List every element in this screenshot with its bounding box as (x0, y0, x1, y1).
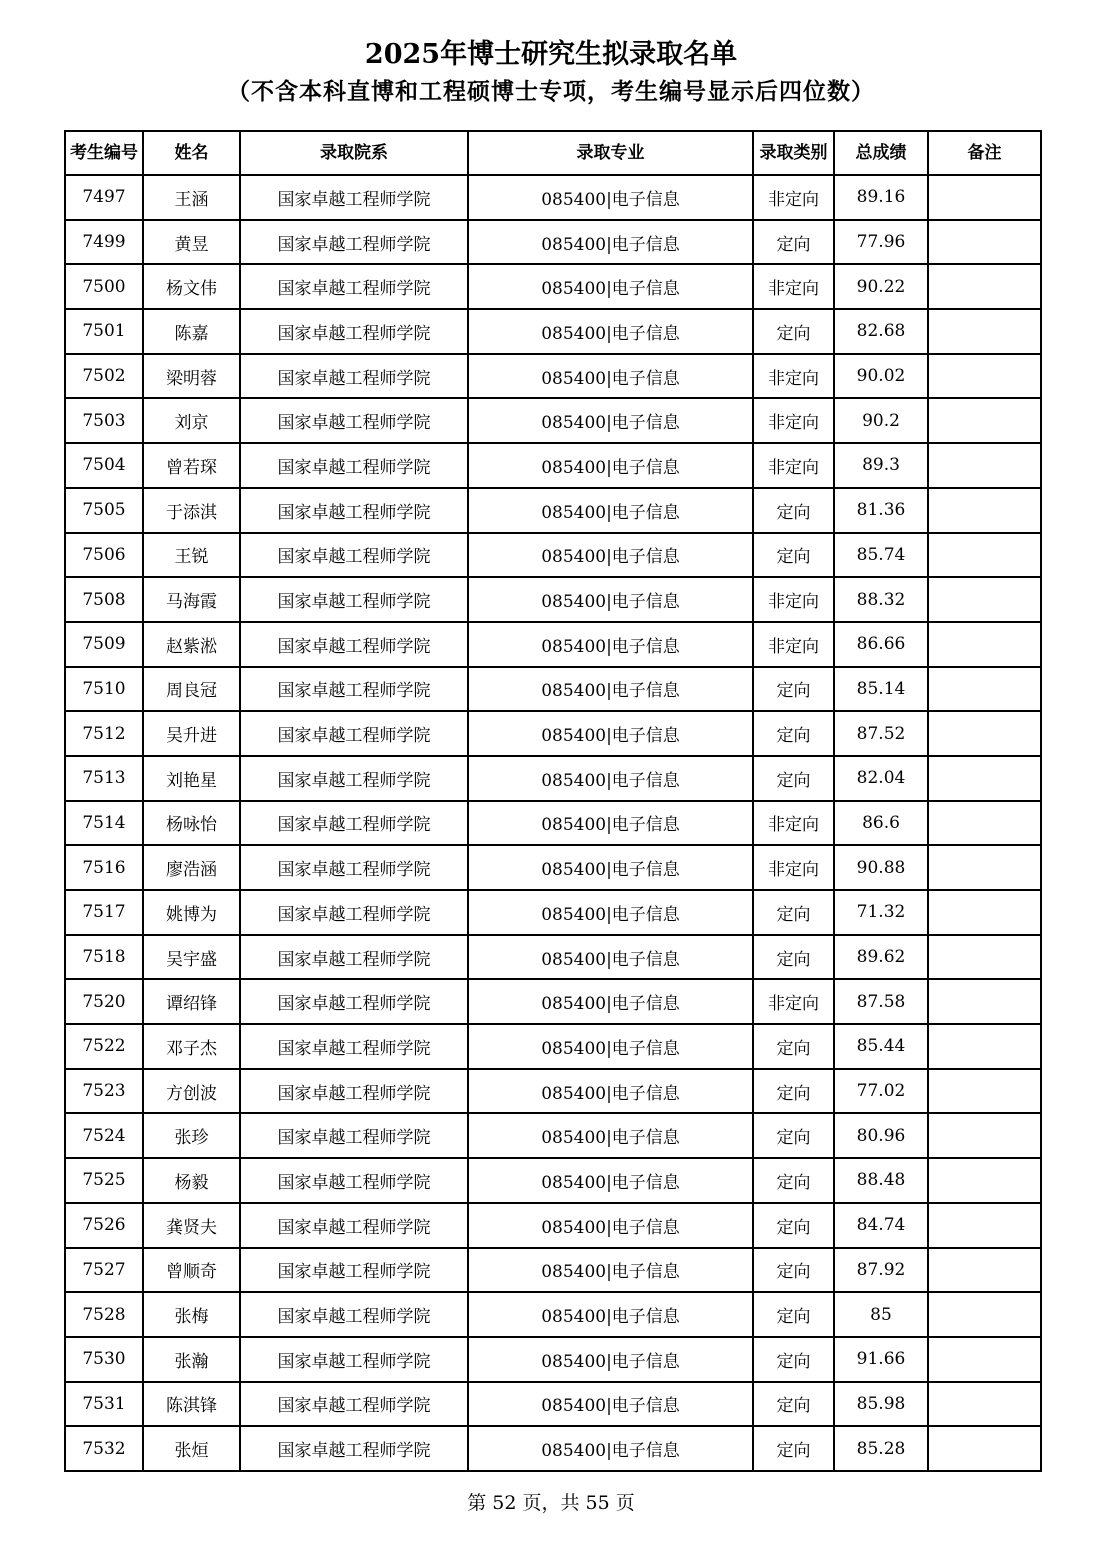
cell-total-score: 82.68 (834, 309, 928, 354)
cell-major: 085400|电子信息 (468, 1337, 753, 1382)
cell-name: 梁明蓉 (143, 354, 240, 399)
cell-note (928, 1158, 1041, 1203)
cell-note (928, 1113, 1041, 1158)
cell-school: 国家卓越工程师学院 (240, 756, 468, 801)
cell-school: 国家卓越工程师学院 (240, 1382, 468, 1427)
header-total-score: 总成绩 (834, 131, 928, 175)
cell-total-score: 91.66 (834, 1337, 928, 1382)
table-row (65, 622, 1041, 667)
cell-candidate-id: 7517 (65, 890, 143, 935)
cell-total-score: 89.3 (834, 443, 928, 488)
cell-note (928, 354, 1041, 399)
cell-name: 黄昱 (143, 220, 240, 265)
cell-candidate-id: 7526 (65, 1203, 143, 1248)
cell-total-score: 87.58 (834, 979, 928, 1024)
cell-note (928, 443, 1041, 488)
cell-total-score: 85.14 (834, 667, 928, 712)
cell-school: 国家卓越工程师学院 (240, 622, 468, 667)
page-footer: 第 52 页，共 55 页 (467, 1492, 635, 1514)
cell-note (928, 309, 1041, 354)
cell-name: 廖浩涵 (143, 845, 240, 890)
cell-admission-type: 定向 (753, 756, 834, 801)
cell-major: 085400|电子信息 (468, 979, 753, 1024)
table-row (65, 1113, 1041, 1158)
table-row (65, 264, 1041, 309)
cell-major: 085400|电子信息 (468, 935, 753, 980)
cell-major: 085400|电子信息 (468, 1382, 753, 1427)
cell-name: 张珍 (143, 1113, 240, 1158)
cell-school: 国家卓越工程师学院 (240, 577, 468, 622)
cell-school: 国家卓越工程师学院 (240, 1248, 468, 1293)
table-row (65, 220, 1041, 265)
cell-total-score: 85.44 (834, 1024, 928, 1069)
cell-major: 085400|电子信息 (468, 264, 753, 309)
cell-admission-type: 非定向 (753, 622, 834, 667)
table-row (65, 1203, 1041, 1248)
cell-total-score: 85.98 (834, 1382, 928, 1427)
cell-school: 国家卓越工程师学院 (240, 354, 468, 399)
cell-candidate-id: 7525 (65, 1158, 143, 1203)
table-row (65, 488, 1041, 533)
cell-name: 张梅 (143, 1292, 240, 1337)
cell-candidate-id: 7523 (65, 1069, 143, 1114)
table-row (65, 711, 1041, 756)
cell-admission-type: 定向 (753, 667, 834, 712)
cell-major: 085400|电子信息 (468, 1158, 753, 1203)
cell-school: 国家卓越工程师学院 (240, 488, 468, 533)
cell-candidate-id: 7518 (65, 935, 143, 980)
cell-school: 国家卓越工程师学院 (240, 533, 468, 578)
cell-school: 国家卓越工程师学院 (240, 667, 468, 712)
cell-name: 吴升进 (143, 711, 240, 756)
cell-note (928, 533, 1041, 578)
admission-table (64, 130, 1042, 1472)
cell-admission-type: 定向 (753, 1158, 834, 1203)
table-row (65, 1337, 1041, 1382)
cell-name: 龚贤夫 (143, 1203, 240, 1248)
cell-major: 085400|电子信息 (468, 756, 753, 801)
cell-major: 085400|电子信息 (468, 890, 753, 935)
cell-admission-type: 定向 (753, 533, 834, 578)
table-row (65, 667, 1041, 712)
cell-candidate-id: 7530 (65, 1337, 143, 1382)
table-row (65, 1426, 1041, 1471)
table-row (65, 1069, 1041, 1114)
cell-major: 085400|电子信息 (468, 533, 753, 578)
cell-note (928, 1203, 1041, 1248)
cell-candidate-id: 7528 (65, 1292, 143, 1337)
table-row (65, 801, 1041, 846)
cell-school: 国家卓越工程师学院 (240, 890, 468, 935)
cell-candidate-id: 7520 (65, 979, 143, 1024)
table-row (65, 1024, 1041, 1069)
cell-school: 国家卓越工程师学院 (240, 1292, 468, 1337)
cell-school: 国家卓越工程师学院 (240, 1069, 468, 1114)
cell-name: 于添淇 (143, 488, 240, 533)
cell-total-score: 82.04 (834, 756, 928, 801)
table-row (65, 756, 1041, 801)
cell-major: 085400|电子信息 (468, 845, 753, 890)
cell-candidate-id: 7508 (65, 577, 143, 622)
cell-major: 085400|电子信息 (468, 801, 753, 846)
table-row (65, 1158, 1041, 1203)
cell-note (928, 1248, 1041, 1293)
cell-school: 国家卓越工程师学院 (240, 979, 468, 1024)
cell-admission-type: 定向 (753, 890, 834, 935)
cell-name: 杨毅 (143, 1158, 240, 1203)
cell-note (928, 667, 1041, 712)
cell-total-score: 71.32 (834, 890, 928, 935)
cell-school: 国家卓越工程师学院 (240, 1024, 468, 1069)
cell-note (928, 1382, 1041, 1427)
cell-admission-type: 非定向 (753, 264, 834, 309)
cell-admission-type: 定向 (753, 1292, 834, 1337)
cell-major: 085400|电子信息 (468, 1292, 753, 1337)
header-candidate-id: 考生编号 (65, 131, 143, 175)
cell-major: 085400|电子信息 (468, 577, 753, 622)
cell-admission-type: 定向 (753, 220, 834, 265)
cell-admission-type: 定向 (753, 1248, 834, 1293)
cell-total-score: 80.96 (834, 1113, 928, 1158)
table-row (65, 890, 1041, 935)
cell-note (928, 622, 1041, 667)
cell-note (928, 890, 1041, 935)
cell-total-score: 85.74 (834, 533, 928, 578)
cell-total-score: 90.22 (834, 264, 928, 309)
cell-candidate-id: 7499 (65, 220, 143, 265)
header-major: 录取专业 (468, 131, 753, 175)
cell-admission-type: 非定向 (753, 354, 834, 399)
cell-major: 085400|电子信息 (468, 711, 753, 756)
cell-candidate-id: 7527 (65, 1248, 143, 1293)
cell-total-score: 86.66 (834, 622, 928, 667)
cell-admission-type: 定向 (753, 1382, 834, 1427)
cell-name: 陈嘉 (143, 309, 240, 354)
table-row (65, 1382, 1041, 1427)
table-row (65, 979, 1041, 1024)
table-row (65, 443, 1041, 488)
cell-candidate-id: 7505 (65, 488, 143, 533)
cell-school: 国家卓越工程师学院 (240, 1337, 468, 1382)
table-row (65, 533, 1041, 578)
cell-note (928, 756, 1041, 801)
table-row (65, 1292, 1041, 1337)
cell-total-score: 88.32 (834, 577, 928, 622)
cell-major: 085400|电子信息 (468, 1113, 753, 1158)
cell-name: 姚博为 (143, 890, 240, 935)
cell-candidate-id: 7522 (65, 1024, 143, 1069)
cell-candidate-id: 7516 (65, 845, 143, 890)
cell-name: 方创波 (143, 1069, 240, 1114)
cell-total-score: 87.92 (834, 1248, 928, 1293)
cell-candidate-id: 7497 (65, 175, 143, 220)
cell-total-score: 90.88 (834, 845, 928, 890)
cell-major: 085400|电子信息 (468, 1203, 753, 1248)
cell-name: 张瀚 (143, 1337, 240, 1382)
cell-candidate-id: 7506 (65, 533, 143, 578)
cell-candidate-id: 7500 (65, 264, 143, 309)
header-admission-type: 录取类别 (753, 131, 834, 175)
cell-school: 国家卓越工程师学院 (240, 175, 468, 220)
cell-school: 国家卓越工程师学院 (240, 1426, 468, 1471)
cell-admission-type: 定向 (753, 488, 834, 533)
cell-school: 国家卓越工程师学院 (240, 264, 468, 309)
cell-admission-type: 非定向 (753, 577, 834, 622)
cell-name: 周良冠 (143, 667, 240, 712)
cell-major: 085400|电子信息 (468, 1069, 753, 1114)
cell-name: 马海霞 (143, 577, 240, 622)
cell-total-score: 77.02 (834, 1069, 928, 1114)
cell-note (928, 1426, 1041, 1471)
cell-total-score: 86.6 (834, 801, 928, 846)
cell-note (928, 1069, 1041, 1114)
cell-name: 刘京 (143, 398, 240, 443)
cell-admission-type: 定向 (753, 711, 834, 756)
cell-candidate-id: 7504 (65, 443, 143, 488)
cell-major: 085400|电子信息 (468, 398, 753, 443)
cell-major: 085400|电子信息 (468, 309, 753, 354)
page-title: 2025年博士研究生拟录取名单 (364, 39, 738, 70)
table-header-row (65, 131, 1041, 175)
cell-candidate-id: 7532 (65, 1426, 143, 1471)
cell-major: 085400|电子信息 (468, 443, 753, 488)
table-row (65, 935, 1041, 980)
cell-admission-type: 定向 (753, 1203, 834, 1248)
cell-school: 国家卓越工程师学院 (240, 1203, 468, 1248)
cell-note (928, 935, 1041, 980)
cell-admission-type: 定向 (753, 309, 834, 354)
table-row (65, 845, 1041, 890)
cell-name: 曾若琛 (143, 443, 240, 488)
cell-name: 曾顺奇 (143, 1248, 240, 1293)
cell-name: 王涵 (143, 175, 240, 220)
cell-major: 085400|电子信息 (468, 1248, 753, 1293)
cell-admission-type: 非定向 (753, 801, 834, 846)
cell-note (928, 845, 1041, 890)
cell-candidate-id: 7503 (65, 398, 143, 443)
cell-note (928, 979, 1041, 1024)
cell-candidate-id: 7509 (65, 622, 143, 667)
cell-name: 赵紫淞 (143, 622, 240, 667)
cell-admission-type: 定向 (753, 1426, 834, 1471)
cell-school: 国家卓越工程师学院 (240, 1158, 468, 1203)
table-row (65, 354, 1041, 399)
cell-name: 吴宇盛 (143, 935, 240, 980)
cell-school: 国家卓越工程师学院 (240, 443, 468, 488)
cell-name: 刘艳星 (143, 756, 240, 801)
cell-candidate-id: 7502 (65, 354, 143, 399)
cell-note (928, 264, 1041, 309)
cell-note (928, 801, 1041, 846)
cell-admission-type: 定向 (753, 1113, 834, 1158)
cell-total-score: 84.74 (834, 1203, 928, 1248)
table-row (65, 577, 1041, 622)
cell-total-score: 81.36 (834, 488, 928, 533)
cell-major: 085400|电子信息 (468, 667, 753, 712)
cell-major: 085400|电子信息 (468, 220, 753, 265)
table-row (65, 309, 1041, 354)
cell-note (928, 175, 1041, 220)
cell-name: 张烜 (143, 1426, 240, 1471)
cell-note (928, 488, 1041, 533)
cell-admission-type: 定向 (753, 1069, 834, 1114)
cell-school: 国家卓越工程师学院 (240, 711, 468, 756)
cell-note (928, 577, 1041, 622)
cell-name: 杨文伟 (143, 264, 240, 309)
cell-admission-type: 非定向 (753, 443, 834, 488)
cell-major: 085400|电子信息 (468, 1024, 753, 1069)
cell-school: 国家卓越工程师学院 (240, 1113, 468, 1158)
cell-school: 国家卓越工程师学院 (240, 801, 468, 846)
cell-total-score: 85 (834, 1292, 928, 1337)
cell-candidate-id: 7514 (65, 801, 143, 846)
cell-total-score: 88.48 (834, 1158, 928, 1203)
cell-school: 国家卓越工程师学院 (240, 309, 468, 354)
cell-admission-type: 非定向 (753, 398, 834, 443)
header-note: 备注 (928, 131, 1041, 175)
cell-total-score: 89.62 (834, 935, 928, 980)
cell-admission-type: 定向 (753, 1337, 834, 1382)
cell-school: 国家卓越工程师学院 (240, 398, 468, 443)
cell-note (928, 220, 1041, 265)
table-row (65, 175, 1041, 220)
cell-candidate-id: 7501 (65, 309, 143, 354)
cell-candidate-id: 7531 (65, 1382, 143, 1427)
cell-total-score: 77.96 (834, 220, 928, 265)
cell-admission-type: 定向 (753, 935, 834, 980)
cell-note (928, 398, 1041, 443)
cell-candidate-id: 7524 (65, 1113, 143, 1158)
cell-note (928, 711, 1041, 756)
cell-name: 陈淇锋 (143, 1382, 240, 1427)
cell-school: 国家卓越工程师学院 (240, 845, 468, 890)
cell-candidate-id: 7512 (65, 711, 143, 756)
cell-note (928, 1292, 1041, 1337)
cell-school: 国家卓越工程师学院 (240, 220, 468, 265)
cell-total-score: 85.28 (834, 1426, 928, 1471)
cell-name: 王锐 (143, 533, 240, 578)
cell-major: 085400|电子信息 (468, 488, 753, 533)
cell-major: 085400|电子信息 (468, 175, 753, 220)
cell-total-score: 89.16 (834, 175, 928, 220)
cell-total-score: 87.52 (834, 711, 928, 756)
cell-admission-type: 定向 (753, 1024, 834, 1069)
table-row (65, 398, 1041, 443)
cell-major: 085400|电子信息 (468, 354, 753, 399)
cell-candidate-id: 7513 (65, 756, 143, 801)
cell-admission-type: 非定向 (753, 845, 834, 890)
table-row (65, 1248, 1041, 1293)
cell-name: 杨咏怡 (143, 801, 240, 846)
header-school: 录取院系 (240, 131, 468, 175)
cell-total-score: 90.02 (834, 354, 928, 399)
cell-name: 邓子杰 (143, 1024, 240, 1069)
cell-note (928, 1024, 1041, 1069)
cell-major: 085400|电子信息 (468, 1426, 753, 1471)
cell-note (928, 1337, 1041, 1382)
cell-school: 国家卓越工程师学院 (240, 935, 468, 980)
page-subtitle: （不含本科直博和工程硕博士专项，考生编号显示后四位数） (227, 78, 875, 105)
table-body (65, 175, 1041, 1471)
header-name: 姓名 (143, 131, 240, 175)
cell-name: 谭绍锋 (143, 979, 240, 1024)
cell-total-score: 90.2 (834, 398, 928, 443)
cell-candidate-id: 7510 (65, 667, 143, 712)
cell-admission-type: 非定向 (753, 979, 834, 1024)
cell-admission-type: 非定向 (753, 175, 834, 220)
cell-major: 085400|电子信息 (468, 622, 753, 667)
